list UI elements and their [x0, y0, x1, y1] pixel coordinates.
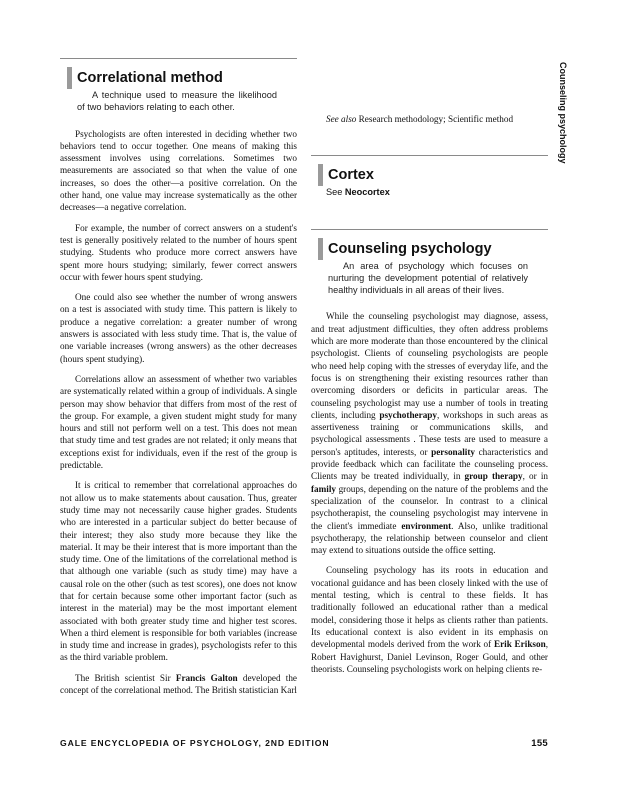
entry-heading: Counseling psychology [328, 240, 492, 257]
page-footer [60, 738, 548, 748]
entry-header-counseling [311, 238, 548, 297]
side-tab [550, 62, 580, 182]
cross-reference-link[interactable]: psychotherapy [379, 409, 438, 420]
paragraph: For example, the number of correct answers on a student's test is generally positively related to the number of hours spent studying. Students who produce more correct answers have spent more hours studying; similarly, fewer correct answers occur with fewer hours spent studying. [60, 222, 297, 282]
see-link[interactable]: Neocortex [344, 187, 390, 198]
see-also-label: See also [326, 114, 357, 124]
entry-heading: Correlational method [77, 70, 223, 86]
entry-definition: An area of psychology which focuses on nurturing the development potential of relatively healthy individuals in all areas of their lives. [328, 260, 528, 296]
paragraph: It is critical to remember that correlational approaches do not allow us to make statements about causation. Thus, greater study time may not necessarily cause higher grades. Students who are interested in a particular subject do better because of their interest; they also study more because they like the material. It may be their interest that is more important than the study time. One of the limitations of the correlational method is that although one variable (such as study time) may have a causal role on the other (such as test scores), one does not know that for certain because some other important factor (such as interest in the material) may be the most important element associated with both greater study time and higher test scores. When a third element is responsible for both variables (increase in study time and increase in grades), psychologists refer to this as the third variable problem. [60, 480, 297, 663]
see-also-links[interactable]: Research methodology; Scientific method [356, 114, 514, 124]
cross-reference-link[interactable]: personality [431, 446, 476, 457]
paragraph-continued [311, 34, 548, 107]
paragraph: Psychologists are often interested in deciding whether two behaviors tend to occur together. One means of making this assessment involves using correlations. Sometimes two measurements are associated so that when the value of one increases, so does the other—a positive correlation. On the other hand, one value may increase systematically as the other decreases—a negative correlation. [60, 128, 297, 213]
heading-bar-icon [318, 164, 323, 186]
paragraph: The British scientist Sir Francis Galton developed the concept of the correlational method. The British statistician Karl [60, 672, 297, 696]
see-reference: See Neocortex [326, 187, 390, 198]
left-column [60, 58, 297, 696]
heading-bar-icon [67, 67, 72, 89]
cross-reference-link[interactable]: family [311, 483, 337, 494]
paragraph: Counseling psychology has its roots in education and vocational guidance and has been closely linked with the use of mental testing, which is central to these fields. It has traditionally followed an educational rather than a medical model, considering those it helps as clients rather than patients. Its educational context is also evident in its emphasis on developmental models derived from the work of Erik Erikson, Robert Havighurst, Daniel Levinson, Roger Gould, and other theorists. Counseling psychologists work on helping clients re- [311, 565, 548, 674]
section-divider [60, 58, 297, 59]
cross-reference-link[interactable]: group therapy [464, 471, 523, 482]
footer-title: GALE ENCYCLOPEDIA OF PSYCHOLOGY, 2ND EDITION [60, 738, 330, 748]
entry-heading: Cortex [328, 167, 374, 184]
right-column [311, 58, 548, 675]
entry-header-correlational [60, 67, 297, 114]
entry-definition: A technique used to measure the likelihood of two behaviors relating to each other. [77, 90, 277, 113]
paragraph: While the counseling psychologist may diagnose, assess, and treat adjustment difficulties, they often address problems which are more moderate than those encountered by the clinical psychologist. Clients of counseling psychologists are people who need help coping with the stresses of everyday life, and the focus is on strengthening their existing resources rather than overcoming disorders or deficits in particular areas. The counseling psychologist may use a number of tools in treating clients, including psychotherapy, workshops in such areas as assertiveness training or communications skills, and psychological assessments . These tests are used to measure a person's aptitudes, interests, or personality characteristics and provide feedback which can facilitate the counseling process. Clients may be treated individually, in group therapy, or in family groups, depending on the nature of the problems and the specialization of the counselor. In contrast to a clinical psychotherapist, the counseling psychologist may intervene in the client's immediate environment. Also, unlike traditional psychotherapy, the relationship between counselor and client may extend to situations outside the office setting. [311, 311, 549, 556]
section-divider [311, 229, 548, 230]
see-also [311, 113, 548, 125]
entry-header-cortex [311, 164, 548, 186]
cross-reference-link[interactable]: environment [401, 520, 452, 531]
section-divider [311, 155, 548, 156]
heading-bar-icon [318, 238, 323, 260]
paragraph: One could also see whether the number of wrong answers on a test is associated with study time. This pattern is likely to produce a negative correlation: a greater number of wrong answers is associated with less study time. That is, the value of one variable increases (wrong answers) as the other decreases (hours spent studying). [60, 292, 297, 364]
page-number: 155 [531, 738, 548, 749]
side-tab-label: Counseling psychology [558, 62, 568, 164]
cross-reference-link[interactable]: Erik Erikson [493, 639, 546, 650]
cross-reference-link[interactable]: Francis Galton [175, 672, 238, 683]
paragraph: Correlations allow an assessment of whether two variables are systematically related within a group of individuals. A single person may show behavior that differs from most of the rest of the group. For example, a given student might study for many hours and still not perform well on a test. This does not mean that study time and test grades are not related; it only means that exceptions exist for individuals, even if the rest of the group is predictable. [60, 373, 297, 471]
